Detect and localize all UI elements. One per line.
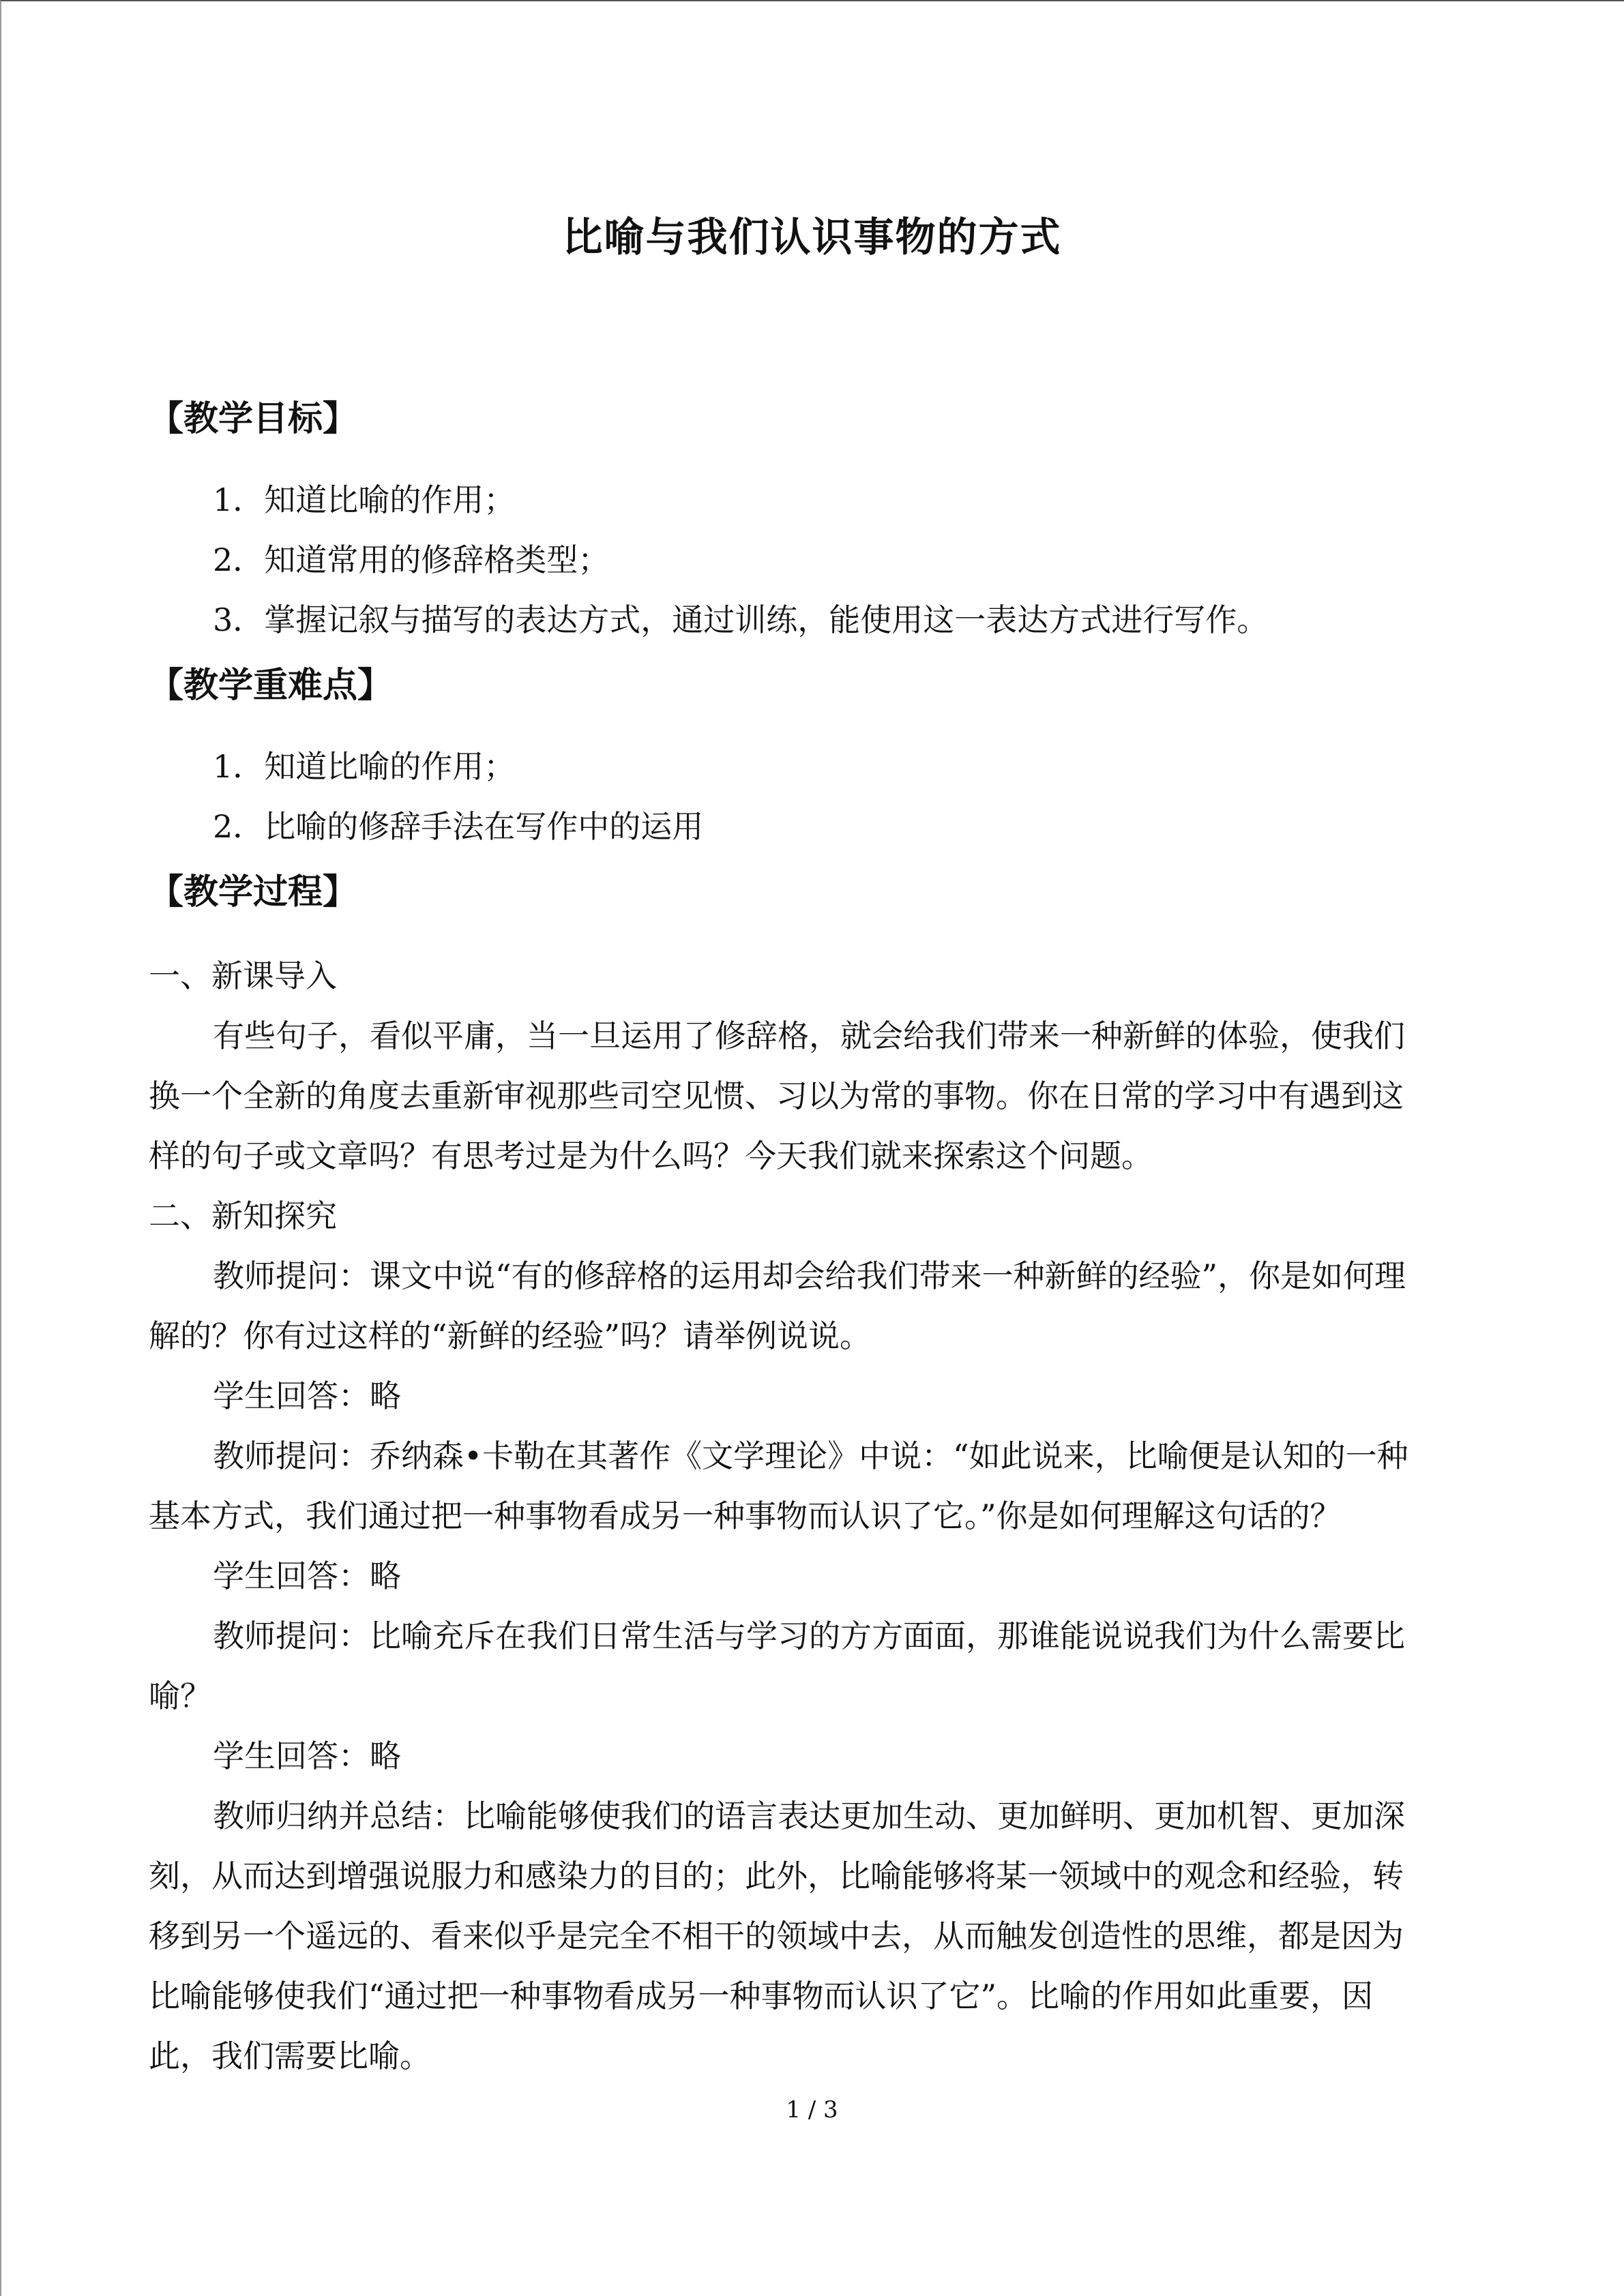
- paragraph-line: 喻？: [149, 1678, 211, 1714]
- paragraph-line: 教师提问：乔纳森•卡勒在其著作《文学理论》中说：“如此说来，比喻便是认知的一种: [213, 1437, 1408, 1474]
- paragraph-line: 学生回答：略: [213, 1377, 401, 1414]
- page-number: 1 / 3: [786, 2096, 838, 2123]
- paragraph-line: 刻，从而达到增强说服力和感染力的目的；此外，比喻能够将某一领域中的观念和经验，转: [149, 1858, 1404, 1894]
- section-title: 二、新知探究: [149, 1197, 337, 1234]
- paragraph-line: 解的？你有过这样的“新鲜的经验”吗？请举例说说。: [149, 1317, 872, 1354]
- goal-item: 3．掌握记叙与描写的表达方式，通过训练，能使用这一表达方式进行写作。: [213, 601, 1269, 638]
- document-title: 比喻与我们认识事物的方式: [562, 213, 1062, 260]
- paragraph-line: 学生回答：略: [213, 1557, 401, 1594]
- paragraph-line: 样的句子或文章吗？有思考过是为什么吗？今天我们就来探索这个问题。: [149, 1137, 1153, 1174]
- paragraph-line: 学生回答：略: [213, 1738, 401, 1774]
- paragraph-line: 有些句子，看似平庸，当一旦运用了修辞格，就会给我们带来一种新鲜的体验，使我们: [213, 1017, 1405, 1054]
- paragraph-line: 换一个全新的角度去重新审视那些司空见惯、习以为常的事物。你在日常的学习中有遇到这: [149, 1077, 1404, 1114]
- paragraph-line: 教师提问：比喻充斥在我们日常生活与学习的方方面面，那谁能说说我们为什么需要比: [213, 1617, 1405, 1654]
- section-title: 一、新课导入: [149, 957, 337, 994]
- paragraph-line: 教师提问：课文中说“有的修辞格的运用却会给我们带来一种新鲜的经验”，你是如何理: [213, 1257, 1406, 1294]
- goal-item: 2．知道常用的修辞格类型；: [213, 541, 610, 578]
- heading-key-points: 【教学重难点】: [149, 666, 393, 706]
- paragraph-line: 移到另一个遥远的、看来似乎是完全不相干的领域中去，从而触发创造性的思维，都是因为: [149, 1918, 1404, 1954]
- heading-teaching-process: 【教学过程】: [149, 872, 358, 912]
- key-point-item: 1．知道比喻的作用；: [213, 748, 516, 785]
- key-point-item: 2．比喻的修辞手法在写作中的运用: [213, 808, 704, 845]
- paragraph-line: 比喻能够使我们“通过把一种事物看成另一种事物而认识了它”。比喻的作用如此重要，因: [149, 1978, 1374, 2014]
- paragraph-line: 基本方式，我们通过把一种事物看成另一种事物而认识了它。”你是如何理解这句话的？: [149, 1497, 1342, 1534]
- paragraph-line: 此，我们需要比喻。: [149, 2038, 431, 2074]
- heading-teaching-goals: 【教学目标】: [149, 399, 358, 439]
- paragraph-line: 教师归纳并总结：比喻能够使我们的语言表达更加生动、更加鲜明、更加机智、更加深: [213, 1798, 1405, 1834]
- goal-item: 1．知道比喻的作用；: [213, 481, 516, 518]
